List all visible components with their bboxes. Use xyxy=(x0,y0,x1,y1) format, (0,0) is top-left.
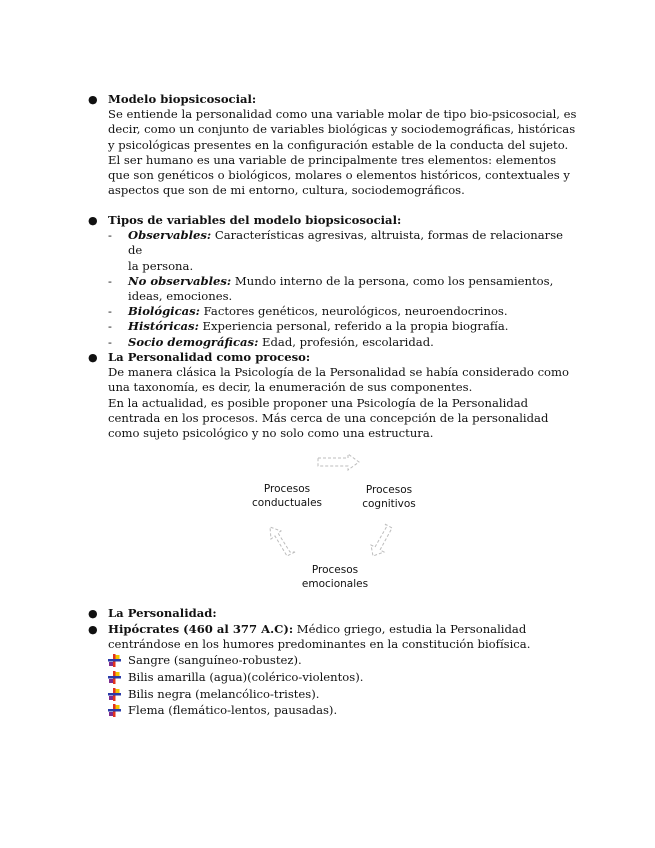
node-label: conductuales xyxy=(252,497,322,509)
section-personalidad-proceso xyxy=(88,350,578,441)
dash-marker: - xyxy=(108,319,112,334)
hipocrates-label: Hipócrates (460 al 377 A.C): xyxy=(108,622,294,636)
list-item-term: Históricas: xyxy=(128,319,199,334)
bullet-icon: ● xyxy=(88,623,98,636)
humor-item xyxy=(108,686,578,703)
list-item-text: Mundo interno de la persona, como los pensamientos, xyxy=(231,273,554,288)
dash-marker: - xyxy=(108,273,112,288)
node-label: cognitivos xyxy=(362,498,416,510)
humor-text: Bilis negra (melancólico-tristes). xyxy=(128,686,320,701)
arrow-right-down-icon xyxy=(371,524,392,556)
paragraph-line: El ser humano es una variable de principalmente tres elementos: elementos xyxy=(108,152,557,167)
node-label: Procesos xyxy=(311,564,359,576)
node-procesos-emocionales xyxy=(295,563,375,591)
paragraph-line: una taxonomía, es decir, la enumeración de sus componentes. xyxy=(108,380,473,395)
list-item-term: Observables: xyxy=(128,228,212,243)
list-item-continuation: la persona. xyxy=(128,258,194,273)
bullet-icon: ● xyxy=(88,607,98,620)
arrow-top-icon xyxy=(318,454,359,470)
section-hipocrates xyxy=(88,622,578,719)
paragraph-line: centrada en los procesos. Más cerca de una concepción de la personalidad xyxy=(108,410,549,425)
hipocrates-line xyxy=(108,622,578,637)
section-la-personalidad xyxy=(88,606,578,621)
section-title: La Personalidad como proceso: xyxy=(108,350,311,364)
paragraph-line: aspectos que son de mi entorno, cultura, sociodemográficos. xyxy=(108,183,465,198)
bullet-icon: ● xyxy=(88,351,98,364)
humor-text: Sangre (sanguíneo-robustez). xyxy=(128,653,302,668)
paragraph-line: decir, como un conjunto de variables biológicas y sociodemográficas, históricas xyxy=(108,122,576,137)
variable-types-list xyxy=(108,228,578,350)
humor-item xyxy=(108,702,578,719)
flag-icon xyxy=(108,671,122,684)
paragraph-line: En la actualidad, es posible proponer una Psicología de la Personalidad xyxy=(108,395,529,410)
section-title: La Personalidad: xyxy=(108,606,217,620)
bullet-icon: ● xyxy=(88,214,98,227)
list-item xyxy=(108,319,578,334)
list-item xyxy=(108,335,578,350)
humors-list xyxy=(108,652,578,718)
flag-icon xyxy=(108,704,122,717)
section-modelo-biopsicosocial xyxy=(88,92,578,198)
list-item xyxy=(108,304,578,319)
list-item-term: No observables: xyxy=(128,273,232,288)
humor-text: Flema (flemático-lentos, pausadas). xyxy=(128,703,338,718)
dash-marker: - xyxy=(108,304,112,319)
list-item-term: Socio demográficas: xyxy=(128,334,259,349)
humor-item xyxy=(108,652,578,669)
section-title: Tipos de variables del modelo biopsicosocial: xyxy=(108,213,402,227)
paragraph-line: De manera clásica la Psicología de la Personalidad se había considerado como xyxy=(108,365,570,380)
paragraph-line: que son genéticos o biológicos, molares o elementos históricos, contextuales y xyxy=(108,168,570,183)
flag-icon xyxy=(108,688,122,701)
list-item-text: Características agresivas, altruista, formas de relacionarse de xyxy=(128,228,564,258)
arrow-left-up-icon xyxy=(270,527,295,556)
bullet-icon: ● xyxy=(88,93,98,106)
list-item-term: Biológicas: xyxy=(128,304,200,319)
node-label: Procesos xyxy=(365,484,413,496)
section-title: Modelo biopsicosocial: xyxy=(108,92,257,106)
flag-icon xyxy=(108,654,122,667)
dash-marker: - xyxy=(108,334,112,349)
paragraph-line: como sujeto psicológico y no solo como una estructura. xyxy=(108,426,434,441)
paragraph-line: y psicológicas presentes en la configuración estable de la conducta del sujeto. xyxy=(108,137,569,152)
list-item xyxy=(108,274,578,304)
humor-item xyxy=(108,669,578,686)
hipocrates-text: Médico griego, estudia la Personalidad xyxy=(293,622,527,636)
list-item xyxy=(108,228,578,274)
list-item-text: Edad, profesión, escolaridad. xyxy=(258,334,434,349)
paragraph-line: centrándose en los humores predominantes en la constitución biofísica. xyxy=(108,637,531,652)
node-procesos-cognitivos xyxy=(349,483,429,511)
node-procesos-conductuales xyxy=(247,482,327,510)
process-cycle-diagram xyxy=(235,452,435,592)
node-label: emocionales xyxy=(301,578,369,590)
humor-text: Bilis amarilla (agua)(colérico-violentos). xyxy=(128,670,364,684)
list-item-continuation: ideas, emociones. xyxy=(128,289,233,304)
section-tipos-variables xyxy=(88,213,578,350)
list-item-text: Factores genéticos, neurológicos, neuroendocrinos. xyxy=(199,304,508,319)
paragraph-line: Se entiende la personalidad como una variable molar de tipo bio-psicosocial, es xyxy=(108,107,577,122)
dash-marker: - xyxy=(108,228,112,243)
list-item-text: Experiencia personal, referido a la propia biografía. xyxy=(198,319,509,334)
node-label: Procesos xyxy=(263,483,311,495)
